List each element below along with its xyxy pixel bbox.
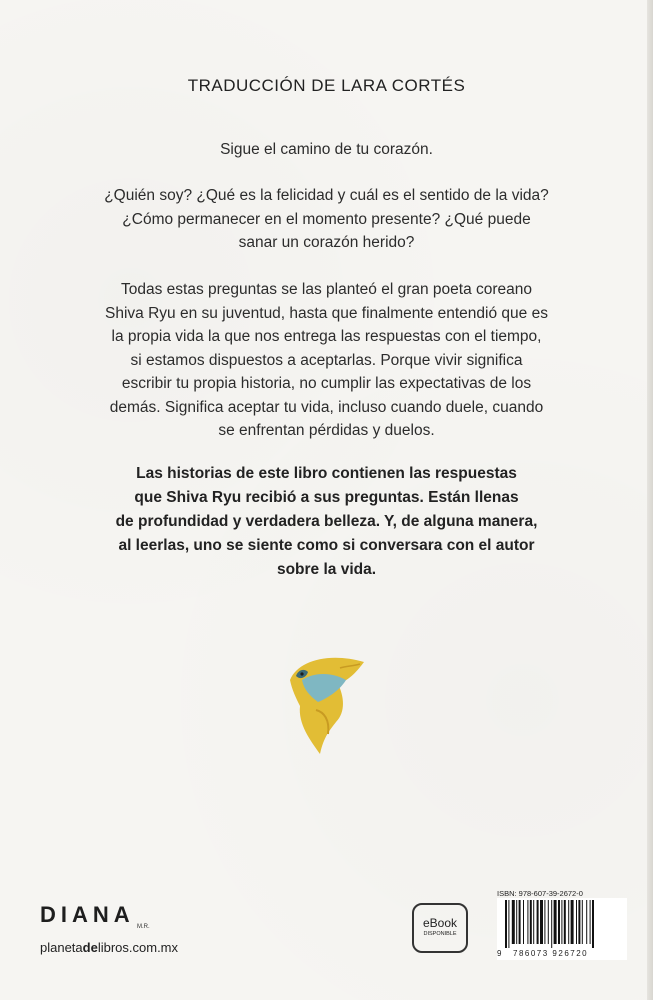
barcode-bar (586, 900, 587, 944)
highlight-line: que Shiva Ryu recibió a sus preguntas. Están llenas (134, 489, 519, 506)
translator-credit: TRADUCCIÓN DE LARA CORTÉS (187, 76, 466, 95)
website-part: libros.com.mx (97, 940, 179, 955)
highlight-line: de profundidad y verdadera belleza. Y, de alguna manera, (115, 513, 538, 530)
barcode-bar (512, 900, 515, 944)
synopsis-paragraph (60, 278, 593, 443)
barcode-bar (533, 900, 534, 944)
ebook-sublabel: DISPONIBLE (423, 931, 457, 937)
barcode-bar (554, 900, 557, 944)
synopsis-line: Todas estas preguntas se las planteó el gran poeta coreano (120, 281, 533, 298)
website-part-bold: de (82, 940, 98, 955)
isbn-label: ISBN: 978-607-39-2672-0 (497, 889, 583, 898)
ebook-badge (412, 903, 468, 953)
questions-line: ¿Quién soy? ¿Qué es la felicidad y cuál es el sentido de la vida? (104, 187, 549, 204)
barcode-bar (561, 900, 562, 944)
bird-illustration (280, 650, 370, 758)
highlight-line: al leerlas, uno se siente como si conversara con el autor (118, 537, 535, 554)
barcode-bar (590, 900, 591, 944)
barcode-bar (592, 900, 594, 948)
synopsis-line: escribir tu propia historia, no cumplir las expectativas de los (121, 375, 532, 392)
barcode-bar (527, 900, 528, 944)
cover-edge (647, 0, 653, 1000)
barcode-lead-digit: 9 (497, 949, 502, 958)
barcode-bar (508, 900, 509, 948)
barcode-bar (582, 900, 583, 944)
barcode (497, 898, 627, 948)
synopsis-line: Shiva Ryu en su juventud, hasta que finalmente entendió que es (105, 304, 548, 322)
barcode-bar (548, 900, 549, 944)
barcode-bar (544, 900, 545, 944)
barcode-bar (558, 900, 560, 944)
highlight-paragraph (60, 462, 593, 582)
questions-line: sanar un corazón herido? (238, 234, 415, 251)
questions-paragraph (60, 184, 593, 255)
publisher-website[interactable] (40, 940, 178, 955)
barcode-bar (551, 900, 552, 948)
synopsis-line: se enfrentan pérdidas y duelos. (218, 422, 435, 439)
synopsis-line: si estamos dispuestos a aceptarlas. Porque vivir significa (130, 351, 523, 369)
barcode-bar (519, 900, 521, 944)
barcode-bar (576, 900, 577, 944)
highlight-line: sobre la vida. (276, 561, 377, 578)
trademark-mark: M.R. (137, 924, 150, 930)
website-part: planeta (40, 940, 83, 955)
barcode-bar (568, 900, 569, 944)
questions-line: ¿Cómo permanecer en el momento presente? ¿Qué puede (122, 210, 531, 228)
barcode-bar (505, 900, 507, 948)
barcode-bar (530, 900, 532, 944)
barcode-bar (564, 900, 566, 944)
tagline-text: Sigue el camino de tu corazón. (220, 141, 433, 158)
barcode-bar (516, 900, 517, 944)
barcode-bar (578, 900, 580, 944)
barcode-bar (571, 900, 574, 944)
synopsis-line: demás. Significa aceptar tu vida, incluso cuando duele, cuando (109, 398, 544, 416)
barcode-digits (503, 949, 588, 958)
publisher-logo: DIANA (40, 902, 135, 927)
synopsis-line: la propia vida la que nos entrega las respuestas con el tiempo, (111, 328, 542, 345)
ebook-label: eBook (422, 916, 458, 930)
barcode-bar (523, 900, 524, 944)
barcode-bar (540, 900, 543, 944)
highlight-line: Las historias de este libro contienen las respuestas (136, 465, 517, 482)
barcode-digits-text: 786073 926720 (513, 949, 589, 958)
tagline (60, 138, 593, 162)
barcode-bar (537, 900, 539, 944)
